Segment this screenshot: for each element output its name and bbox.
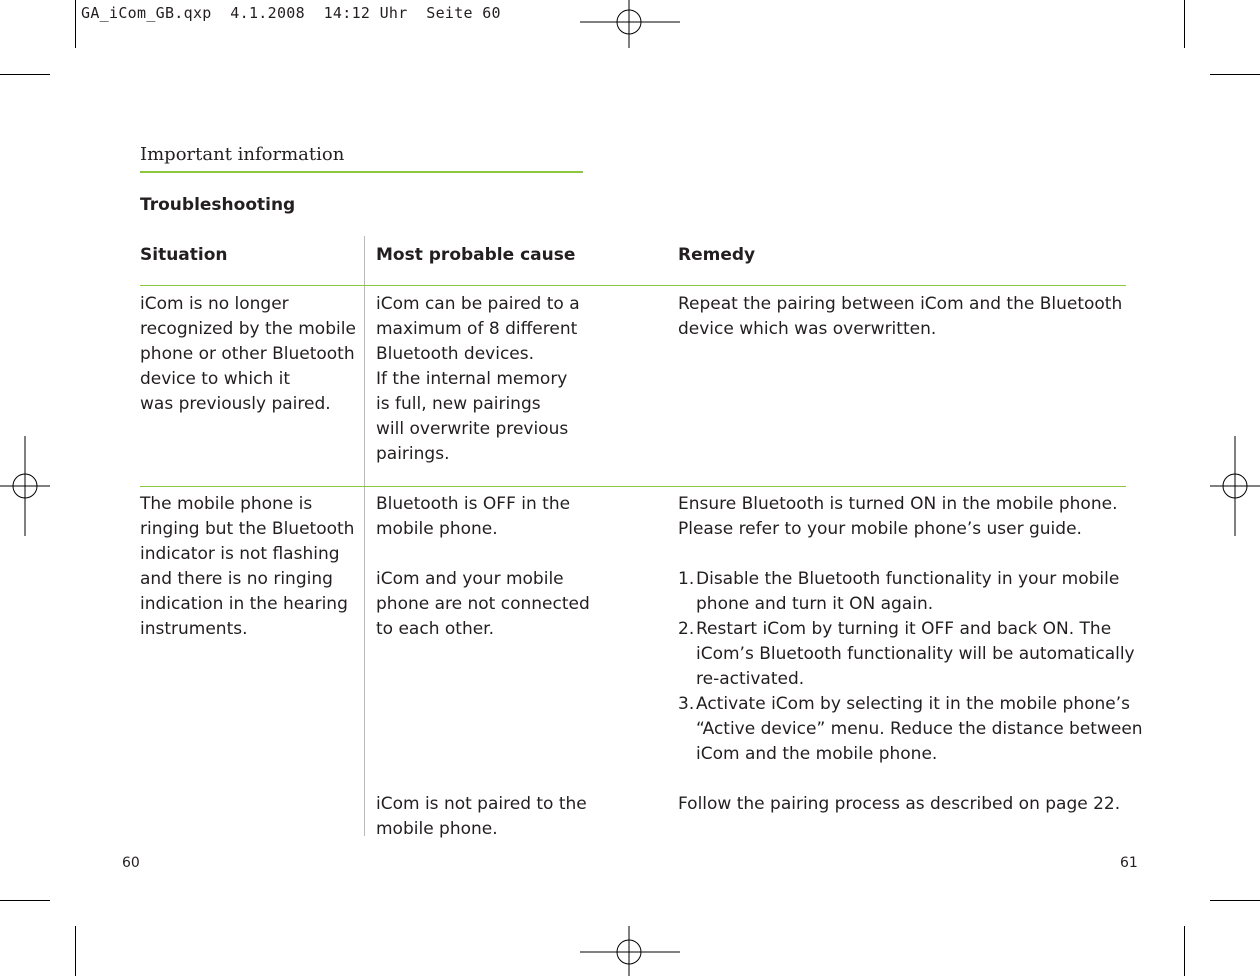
remedy-step	[678, 692, 1148, 767]
row2-remedy-steps	[678, 567, 1148, 767]
row2-cause-2: iCom and your mobile phone are not connected to each other.	[376, 569, 590, 639]
remedy-step	[678, 567, 1148, 617]
step-text: Disable the Bluetooth functionality in your mobile phone and turn it ON again.	[696, 569, 1120, 614]
registration-mark-right	[1210, 436, 1260, 536]
row1-situation: iCom is no longer recognized by the mobile phone or other Bluetooth device to which it was previously paired.	[140, 294, 356, 414]
step-text: Activate iCom by selecting it in the mobile phone’s “Active device” menu. Reduce the distance between iCom and the mobile phone.	[696, 694, 1143, 764]
row1-cause: iCom can be paired to a maximum of 8 different Bluetooth devices. If the internal memory is full, new pairings will overwrite previous pairings.	[376, 294, 580, 464]
column-divider	[364, 236, 365, 836]
page-heading: Troubleshooting	[140, 195, 296, 215]
row2-remedy-1: Ensure Bluetooth is turned ON in the mobile phone. Please refer to your mobile phone’s user guide.	[678, 494, 1118, 539]
row1-remedy: Repeat the pairing between iCom and the Bluetooth device which was overwritten.	[678, 294, 1123, 339]
step-number: 3.	[678, 694, 695, 714]
column-header-situation: Situation	[140, 245, 228, 265]
printer-slug: GA_iCom_GB.qxp 4.1.2008 14:12 Uhr Seite 60	[81, 4, 501, 22]
page-number-left: 60	[122, 855, 140, 871]
step-text: Restart iCom by turning it OFF and back ON. The iCom’s Bluetooth functionality will be automatically re-activated.	[696, 619, 1135, 689]
registration-mark-top	[580, 0, 680, 50]
page-number-right: 61	[1120, 855, 1138, 871]
step-number: 2.	[678, 619, 695, 639]
row2-cause-1: Bluetooth is OFF in the mobile phone.	[376, 494, 571, 539]
registration-mark-bottom	[580, 926, 680, 976]
column-header-cause: Most probable cause	[376, 245, 576, 265]
header-rule	[140, 285, 1126, 286]
section-rule	[140, 171, 583, 173]
row2-situation: The mobile phone is ringing but the Bluetooth indicator is not flashing and there is no ringing indication in the hearing instruments.	[140, 494, 355, 639]
row2-cause-3: iCom is not paired to the mobile phone.	[376, 794, 587, 839]
column-header-remedy: Remedy	[678, 245, 756, 265]
step-number: 1.	[678, 569, 695, 589]
remedy-step	[678, 617, 1148, 692]
registration-mark-left	[0, 436, 50, 536]
row2-remedy-3: Follow the pairing process as described on page 22.	[678, 794, 1121, 814]
row-rule	[140, 486, 1126, 487]
section-title: Important information	[140, 144, 345, 165]
